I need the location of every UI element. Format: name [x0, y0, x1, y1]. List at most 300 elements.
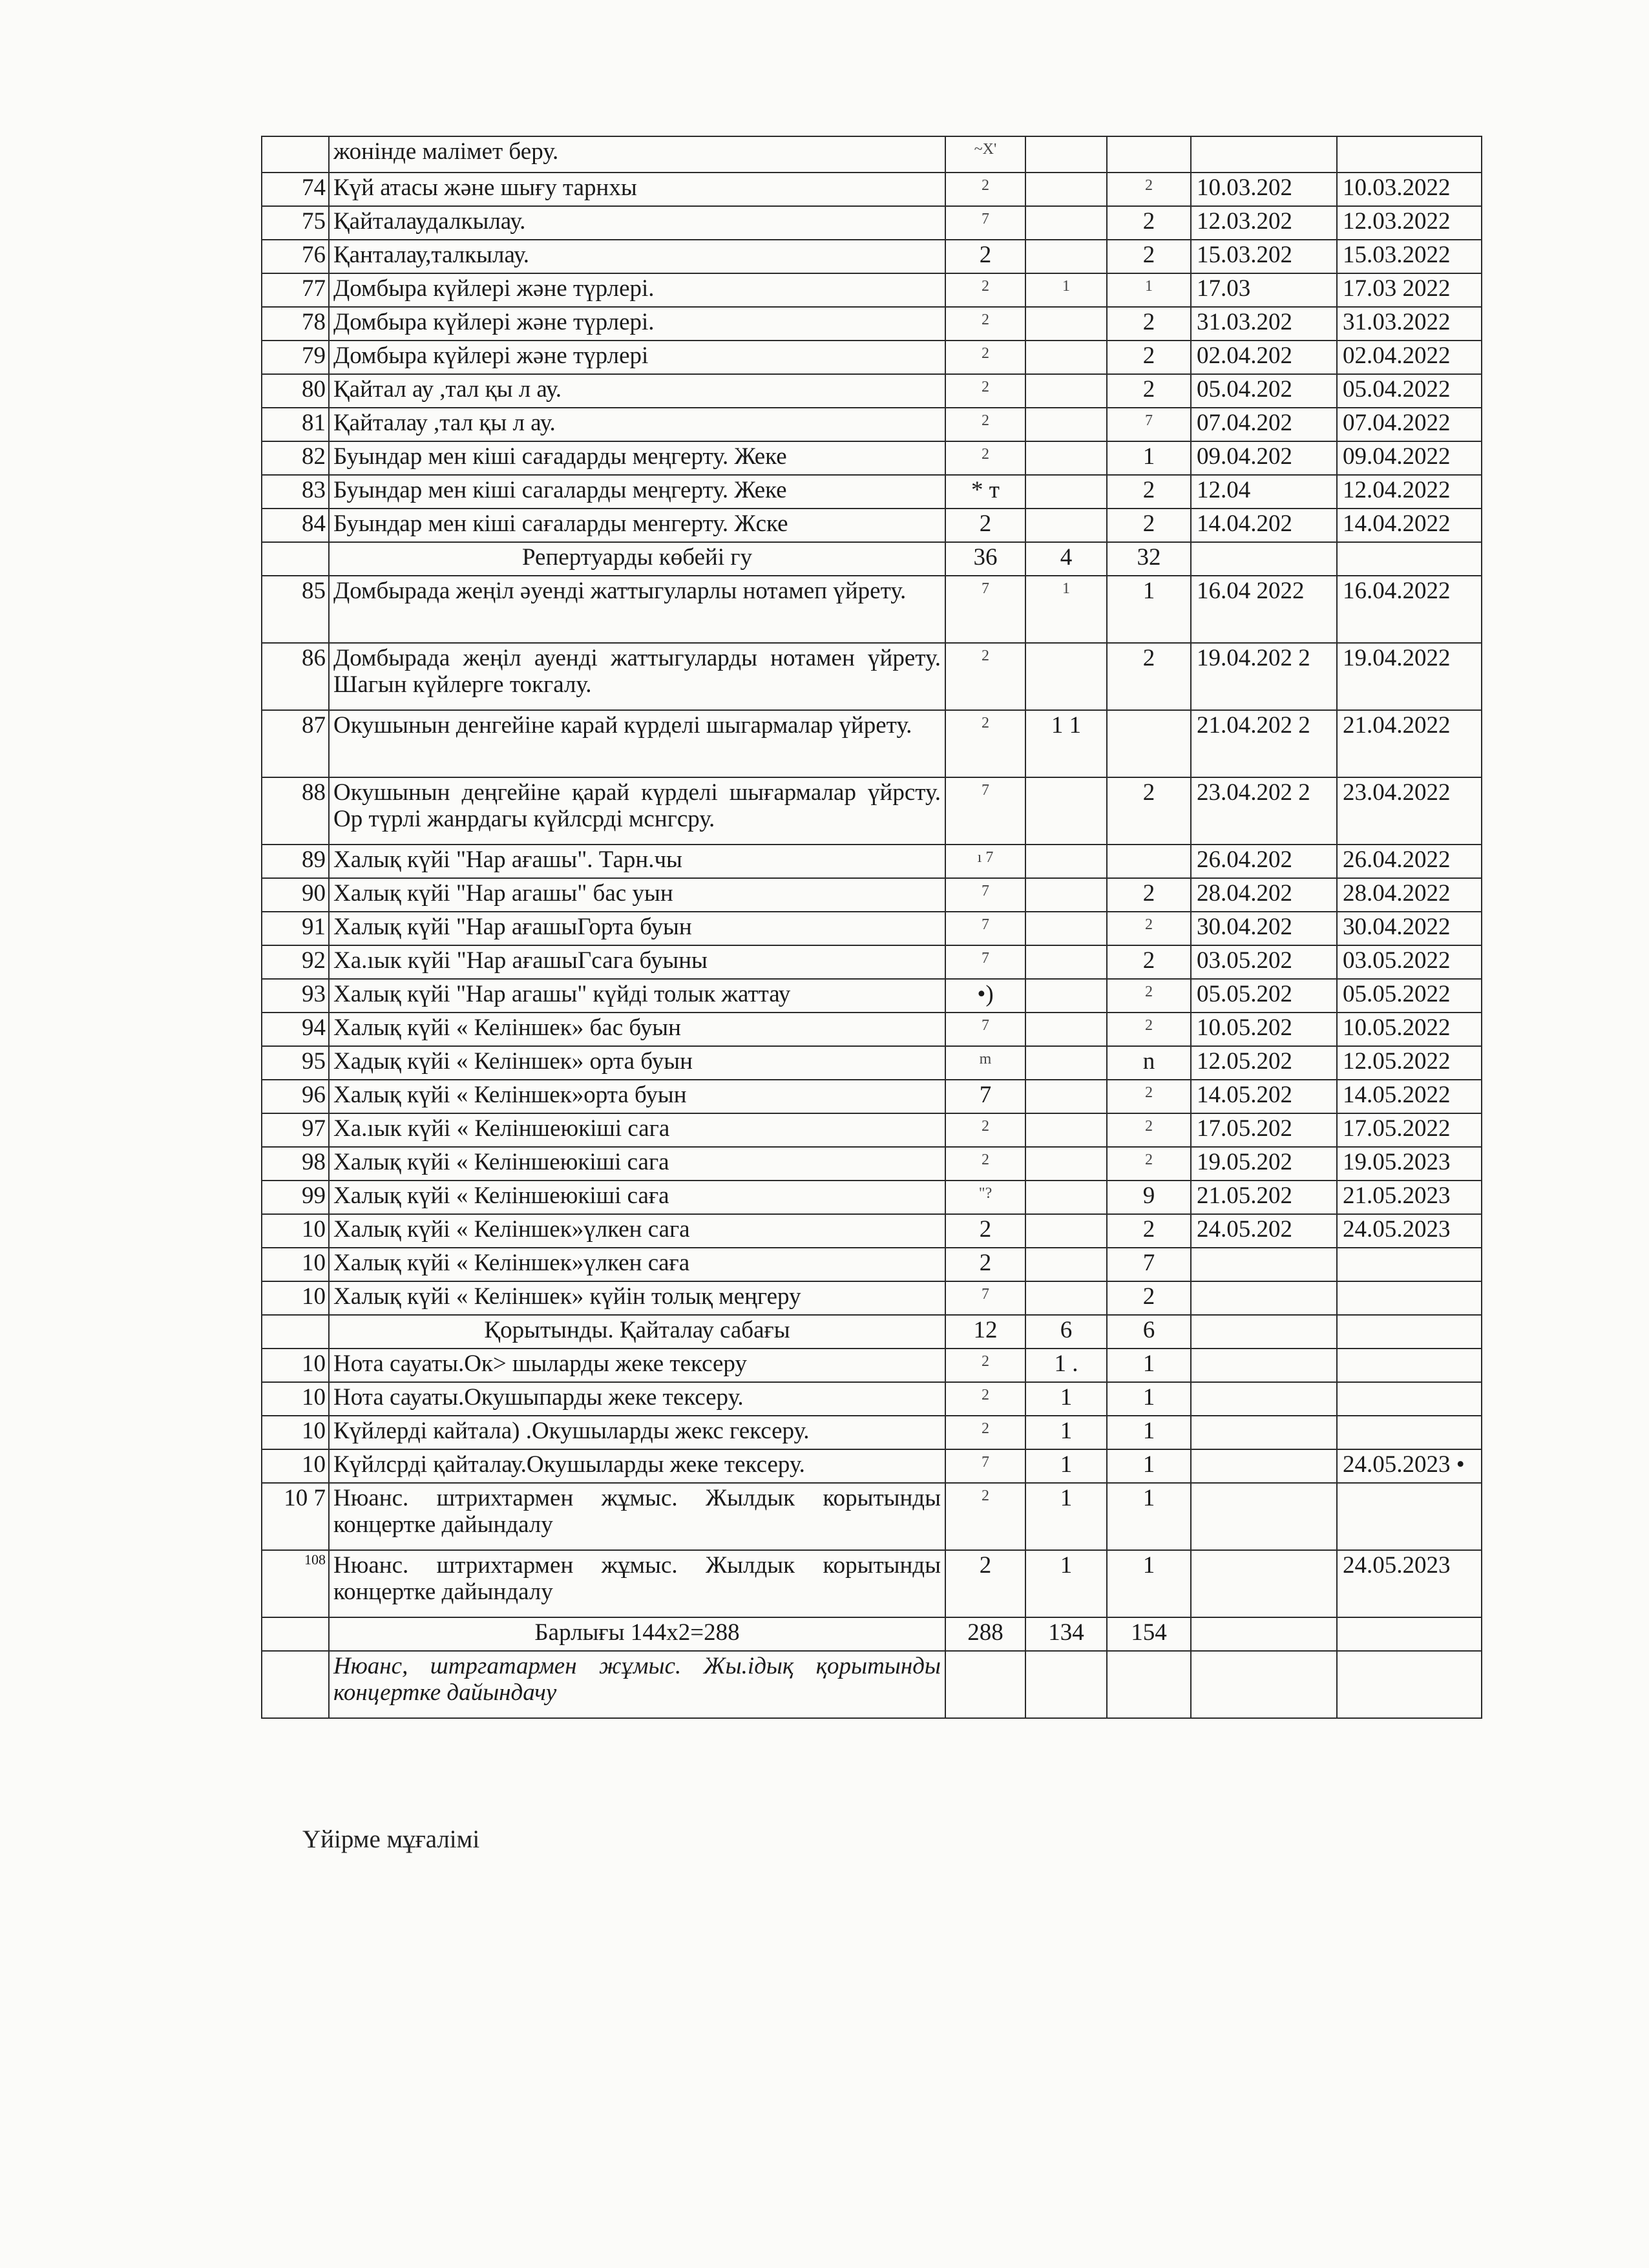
row-number-cell: 89 — [262, 845, 329, 878]
actual-date-cell — [1337, 1382, 1482, 1416]
planned-date-cell: 30.04.202 — [1191, 912, 1337, 945]
planned-date-cell: 21.05.202 — [1191, 1181, 1337, 1214]
row-number-cell: 94 — [262, 1013, 329, 1046]
practice-hours-cell: 2 — [1107, 1147, 1191, 1181]
total-hours-cell: 7 — [945, 878, 1025, 912]
topic-cell: Буындар мен кіші сағаларды менгерту. Жске — [329, 509, 945, 542]
theory-hours-cell — [1025, 1651, 1107, 1718]
planned-date-cell: 07.04.202 — [1191, 408, 1337, 441]
table-row — [262, 777, 1482, 845]
table-row — [262, 441, 1482, 475]
theory-hours-cell — [1025, 1281, 1107, 1315]
table-row — [262, 1281, 1482, 1315]
actual-date-cell: 05.05.2022 — [1337, 979, 1482, 1013]
table-row — [262, 1382, 1482, 1416]
table-row — [262, 1046, 1482, 1080]
practice-hours-cell: 1 — [1107, 273, 1191, 307]
theory-hours-cell — [1025, 845, 1107, 878]
planned-date-cell — [1191, 1248, 1337, 1281]
practice-hours-cell — [1107, 710, 1191, 777]
theory-hours-cell — [1025, 1046, 1107, 1080]
actual-date-cell: 19.05.2023 — [1337, 1147, 1482, 1181]
total-hours-cell: m — [945, 1046, 1025, 1080]
practice-hours-cell: 1 — [1107, 576, 1191, 643]
topic-cell: жонінде малімет беру. — [329, 136, 945, 173]
total-hours-cell: * т — [945, 475, 1025, 509]
practice-hours-cell: 9 — [1107, 1181, 1191, 1214]
theory-hours-cell: 1 — [1025, 1449, 1107, 1483]
actual-date-cell — [1337, 1651, 1482, 1718]
table-row — [262, 1214, 1482, 1248]
row-number-cell: 83 — [262, 475, 329, 509]
theory-hours-cell: 134 — [1025, 1617, 1107, 1651]
planned-date-cell — [1191, 1550, 1337, 1617]
theory-hours-cell — [1025, 408, 1107, 441]
practice-hours-cell: 32 — [1107, 542, 1191, 576]
row-number-cell: 75 — [262, 206, 329, 240]
table-row — [262, 710, 1482, 777]
practice-hours-cell: 1 — [1107, 1550, 1191, 1617]
total-hours-cell: 7 — [945, 912, 1025, 945]
schedule-rows — [262, 136, 1482, 1718]
actual-date-cell: 24.05.2023 — [1337, 1214, 1482, 1248]
actual-date-cell — [1337, 136, 1482, 173]
row-number-cell — [262, 1617, 329, 1651]
practice-hours-cell — [1107, 1651, 1191, 1718]
row-number-cell: 10 — [262, 1416, 329, 1449]
total-hours-cell: 2 — [945, 1248, 1025, 1281]
topic-cell: Халық күйі "Нар агашы" күйді толык жаттау — [329, 979, 945, 1013]
row-number-cell: 86 — [262, 643, 329, 710]
actual-date-cell: 23.04.2022 — [1337, 777, 1482, 845]
table-row — [262, 945, 1482, 979]
planned-date-cell — [1191, 1281, 1337, 1315]
actual-date-cell: 28.04.2022 — [1337, 878, 1482, 912]
total-hours-cell: 2 — [945, 1349, 1025, 1382]
planned-date-cell: 12.05.202 — [1191, 1046, 1337, 1080]
theory-hours-cell — [1025, 1013, 1107, 1046]
practice-hours-cell: 1 — [1107, 441, 1191, 475]
practice-hours-cell: 2 — [1107, 240, 1191, 273]
table-row — [262, 1147, 1482, 1181]
topic-cell: Нота сауаты.Окушыпарды жеке тексеру. — [329, 1382, 945, 1416]
total-hours-cell: 2 — [945, 1382, 1025, 1416]
theory-hours-cell: 1 . — [1025, 1349, 1107, 1382]
total-hours-cell: 2 — [945, 509, 1025, 542]
practice-hours-cell: 2 — [1107, 979, 1191, 1013]
practice-hours-cell: 154 — [1107, 1617, 1191, 1651]
actual-date-cell: 10.03.2022 — [1337, 173, 1482, 206]
practice-hours-cell: 2 — [1107, 1281, 1191, 1315]
table-row — [262, 1113, 1482, 1147]
theory-hours-cell — [1025, 240, 1107, 273]
actual-date-cell: 26.04.2022 — [1337, 845, 1482, 878]
table-row — [262, 1013, 1482, 1046]
practice-hours-cell: 2 — [1107, 374, 1191, 408]
topic-cell: Қайталау ,тал қы л ау. — [329, 408, 945, 441]
total-hours-cell: 2 — [945, 643, 1025, 710]
table-row — [262, 1550, 1482, 1617]
theory-hours-cell: 1 — [1025, 1483, 1107, 1550]
row-number-cell: 92 — [262, 945, 329, 979]
topic-cell: Домбыра күйлері және түрлері. — [329, 307, 945, 341]
practice-hours-cell: 2 — [1107, 206, 1191, 240]
actual-date-cell: 30.04.2022 — [1337, 912, 1482, 945]
total-hours-cell: 7 — [945, 777, 1025, 845]
table-row — [262, 408, 1482, 441]
table-row — [262, 576, 1482, 643]
table-row — [262, 1080, 1482, 1113]
total-hours-cell: ~X' — [945, 136, 1025, 173]
total-hours-cell: 2 — [945, 710, 1025, 777]
practice-hours-cell: 1 — [1107, 1382, 1191, 1416]
planned-date-cell — [1191, 1416, 1337, 1449]
theory-hours-cell: 1 — [1025, 1550, 1107, 1617]
theory-hours-cell — [1025, 979, 1107, 1013]
note-row — [262, 1651, 1482, 1718]
total-hours-cell: ı 7 — [945, 845, 1025, 878]
table-row — [262, 643, 1482, 710]
topic-cell: Нота сауаты.Ок> шыларды жеке тексеру — [329, 1349, 945, 1382]
actual-date-cell — [1337, 1617, 1482, 1651]
topic-cell: Буындар мен кіші сагаларды меңгерту. Жеке — [329, 475, 945, 509]
practice-hours-cell: 2 — [1107, 341, 1191, 374]
table-row — [262, 206, 1482, 240]
planned-date-cell — [1191, 1449, 1337, 1483]
row-number-cell: 10 — [262, 1281, 329, 1315]
planned-date-cell: 19.05.202 — [1191, 1147, 1337, 1181]
total-hours-cell: 7 — [945, 206, 1025, 240]
topic-cell: Домбырада жеңіл ауенді жаттыгуларды нотамен үйрету. Шагын күйлерге токгалу. — [329, 643, 945, 710]
total-hours-cell: •) — [945, 979, 1025, 1013]
table-row — [262, 1483, 1482, 1550]
topic-cell: Халық күйі « Келіншеюкіші сага — [329, 1147, 945, 1181]
actual-date-cell — [1337, 1248, 1482, 1281]
topic-cell: Күйлсрді қайталау.Окушыларды жеке тексеру. — [329, 1449, 945, 1483]
table-row — [262, 1248, 1482, 1281]
total-hours-cell: 2 — [945, 1416, 1025, 1449]
row-number-cell: 10 — [262, 1449, 329, 1483]
planned-date-cell — [1191, 136, 1337, 173]
actual-date-cell: 21.04.2022 — [1337, 710, 1482, 777]
total-hours-cell: 2 — [945, 1483, 1025, 1550]
actual-date-cell: 05.04.2022 — [1337, 374, 1482, 408]
theory-hours-cell — [1025, 173, 1107, 206]
planned-date-cell — [1191, 1349, 1337, 1382]
topic-cell: Домбырада жеңіл әуенді жаттыгуларлы нотамеп үйрету. — [329, 576, 945, 643]
table-row — [262, 1181, 1482, 1214]
row-number-cell: 88 — [262, 777, 329, 845]
topic-cell: Халық күйі "Нар агашы" бас уын — [329, 878, 945, 912]
planned-date-cell: 09.04.202 — [1191, 441, 1337, 475]
total-hours-cell: 36 — [945, 542, 1025, 576]
practice-hours-cell: 2 — [1107, 173, 1191, 206]
topic-cell: Халық күйі "Нар ағашыГорта буын — [329, 912, 945, 945]
topic-cell: Халық күйі « Келіншек»орта буын — [329, 1080, 945, 1113]
planned-date-cell — [1191, 1651, 1337, 1718]
theory-hours-cell: 1 — [1025, 273, 1107, 307]
topic-cell: Ха.ıык күйі "Нар ағашыГсага буыны — [329, 945, 945, 979]
topic-cell: Домбыра күйлері және түрлері — [329, 341, 945, 374]
topic-cell: Нюанс, штргатармен жұмыс. Жы.ідық қорытынды концертке дайындачу — [329, 1651, 945, 1718]
theory-hours-cell — [1025, 777, 1107, 845]
planned-date-cell: 15.03.202 — [1191, 240, 1337, 273]
total-hours-cell: 7 — [945, 1013, 1025, 1046]
row-number-cell — [262, 1315, 329, 1349]
row-number-cell: 95 — [262, 1046, 329, 1080]
practice-hours-cell: 6 — [1107, 1315, 1191, 1349]
total-hours-cell: 288 — [945, 1617, 1025, 1651]
actual-date-cell — [1337, 1315, 1482, 1349]
theory-hours-cell — [1025, 912, 1107, 945]
row-number-cell: 87 — [262, 710, 329, 777]
table-row — [262, 912, 1482, 945]
practice-hours-cell: 2 — [1107, 1214, 1191, 1248]
section-row — [262, 542, 1482, 576]
planned-date-cell: 19.04.202 2 — [1191, 643, 1337, 710]
actual-date-cell — [1337, 1416, 1482, 1449]
total-hours-cell: 2 — [945, 273, 1025, 307]
topic-cell: Қайталаудалкылау. — [329, 206, 945, 240]
practice-hours-cell: 2 — [1107, 912, 1191, 945]
total-hours-cell: 2 — [945, 1147, 1025, 1181]
theory-hours-cell — [1025, 475, 1107, 509]
practice-hours-cell: 1 — [1107, 1416, 1191, 1449]
row-number-cell: 93 — [262, 979, 329, 1013]
total-hours-cell: 2 — [945, 441, 1025, 475]
actual-date-cell: 02.04.2022 — [1337, 341, 1482, 374]
table-row — [262, 273, 1482, 307]
theory-hours-cell — [1025, 1147, 1107, 1181]
topic-cell: Репертуарды көбейі гу — [329, 542, 945, 576]
row-number-cell: 99 — [262, 1181, 329, 1214]
table-row — [262, 307, 1482, 341]
schedule-table — [261, 136, 1482, 1719]
practice-hours-cell: 2 — [1107, 475, 1191, 509]
row-number-cell — [262, 542, 329, 576]
practice-hours-cell: 2 — [1107, 878, 1191, 912]
row-number-cell: 10 — [262, 1214, 329, 1248]
topic-cell: Нюанс. штрихтармен жұмыс. Жылдык корытынды концертке дайындалу — [329, 1483, 945, 1550]
theory-hours-cell: 4 — [1025, 542, 1107, 576]
theory-hours-cell — [1025, 1214, 1107, 1248]
topic-cell: Қорытынды. Қайталау сабағы — [329, 1315, 945, 1349]
practice-hours-cell — [1107, 845, 1191, 878]
practice-hours-cell: 2 — [1107, 1080, 1191, 1113]
topic-cell: Барлығы 144х2=288 — [329, 1617, 945, 1651]
row-number-cell: 97 — [262, 1113, 329, 1147]
row-number-cell: 85 — [262, 576, 329, 643]
topic-cell: Домбыра күйлері және түрлері. — [329, 273, 945, 307]
total-hours-cell: 2 — [945, 240, 1025, 273]
section-row — [262, 1315, 1482, 1349]
planned-date-cell: 05.05.202 — [1191, 979, 1337, 1013]
theory-hours-cell — [1025, 1113, 1107, 1147]
practice-hours-cell: 2 — [1107, 777, 1191, 845]
actual-date-cell: 14.04.2022 — [1337, 509, 1482, 542]
actual-date-cell: 15.03.2022 — [1337, 240, 1482, 273]
actual-date-cell: 16.04.2022 — [1337, 576, 1482, 643]
planned-date-cell: 17.05.202 — [1191, 1113, 1337, 1147]
planned-date-cell: 12.04 — [1191, 475, 1337, 509]
theory-hours-cell — [1025, 307, 1107, 341]
table-row — [262, 173, 1482, 206]
total-hours-cell: 12 — [945, 1315, 1025, 1349]
theory-hours-cell: 1 — [1025, 576, 1107, 643]
total-hours-cell: 2 — [945, 1214, 1025, 1248]
theory-hours-cell — [1025, 441, 1107, 475]
topic-cell: Хадық күйі « Келіншек» орта буын — [329, 1046, 945, 1080]
actual-date-cell: 19.04.2022 — [1337, 643, 1482, 710]
actual-date-cell: 31.03.2022 — [1337, 307, 1482, 341]
table-row — [262, 475, 1482, 509]
total-hours-cell: "? — [945, 1181, 1025, 1214]
total-hours-cell: 2 — [945, 307, 1025, 341]
theory-hours-cell: 1 1 — [1025, 710, 1107, 777]
row-number-cell: 77 — [262, 273, 329, 307]
total-hours-cell — [945, 1651, 1025, 1718]
table-row — [262, 1349, 1482, 1382]
topic-cell: Окушынын денгейіне карай күрделі шыгармалар үйрету. — [329, 710, 945, 777]
total-hours-cell: 2 — [945, 374, 1025, 408]
row-number-cell: 74 — [262, 173, 329, 206]
row-number-cell: 108 — [262, 1550, 329, 1617]
row-number-cell: 10 — [262, 1349, 329, 1382]
actual-date-cell: 10.05.2022 — [1337, 1013, 1482, 1046]
planned-date-cell: 28.04.202 — [1191, 878, 1337, 912]
theory-hours-cell — [1025, 1248, 1107, 1281]
row-number-cell: 91 — [262, 912, 329, 945]
topic-cell: Күйлерді кайтала) .Окушыларды жекс гексеру. — [329, 1416, 945, 1449]
planned-date-cell: 14.04.202 — [1191, 509, 1337, 542]
practice-hours-cell: 1 — [1107, 1449, 1191, 1483]
table-row — [262, 845, 1482, 878]
planned-date-cell — [1191, 1382, 1337, 1416]
practice-hours-cell: n — [1107, 1046, 1191, 1080]
row-number-cell: 90 — [262, 878, 329, 912]
planned-date-cell: 31.03.202 — [1191, 307, 1337, 341]
table-row — [262, 979, 1482, 1013]
planned-date-cell — [1191, 1617, 1337, 1651]
theory-hours-cell: 1 — [1025, 1416, 1107, 1449]
row-number-cell — [262, 1651, 329, 1718]
row-number-cell: 79 — [262, 341, 329, 374]
topic-cell: Халық күйі « Келіншек» бас буын — [329, 1013, 945, 1046]
total-hours-cell: 2 — [945, 1113, 1025, 1147]
actual-date-cell: 21.05.2023 — [1337, 1181, 1482, 1214]
practice-hours-cell: 7 — [1107, 1248, 1191, 1281]
actual-date-cell: 12.04.2022 — [1337, 475, 1482, 509]
table-row — [262, 878, 1482, 912]
topic-cell: Халық күйі "Нар ағашы". Тарн.чы — [329, 845, 945, 878]
actual-date-cell: 09.04.2022 — [1337, 441, 1482, 475]
row-number-cell: 10 — [262, 1248, 329, 1281]
actual-date-cell: 07.04.2022 — [1337, 408, 1482, 441]
row-number-cell: 81 — [262, 408, 329, 441]
planned-date-cell: 05.04.202 — [1191, 374, 1337, 408]
theory-hours-cell: 6 — [1025, 1315, 1107, 1349]
practice-hours-cell — [1107, 136, 1191, 173]
total-hours-cell: 2 — [945, 173, 1025, 206]
total-hours-cell: 7 — [945, 945, 1025, 979]
theory-hours-cell — [1025, 206, 1107, 240]
topic-cell: Халық күйі « Келіншек»үлкен сага — [329, 1214, 945, 1248]
topic-cell: Окушынын деңгейіне қарай күрделі шығармалар үйрсту. Ор түрлі жанрдагы күйлсрді мснгсру. — [329, 777, 945, 845]
theory-hours-cell — [1025, 878, 1107, 912]
topic-cell: Қанталау,талкылау. — [329, 240, 945, 273]
theory-hours-cell — [1025, 374, 1107, 408]
planned-date-cell: 21.04.202 2 — [1191, 710, 1337, 777]
theory-hours-cell — [1025, 1181, 1107, 1214]
topic-cell: Халық күйі « Келіншек»үлкен сaға — [329, 1248, 945, 1281]
theory-hours-cell — [1025, 945, 1107, 979]
row-number-cell: 10 — [262, 1382, 329, 1416]
topic-cell: Халық күйі « Келіншек» күйін толық меңгеру — [329, 1281, 945, 1315]
planned-date-cell: 10.05.202 — [1191, 1013, 1337, 1046]
topic-cell: Нюанс. штрихтармен жұмыс. Жылдык корытынды концертке дайындалу — [329, 1550, 945, 1617]
total-hours-cell: 7 — [945, 1281, 1025, 1315]
theory-hours-cell — [1025, 1080, 1107, 1113]
teacher-signature-label: Үйірме мұғалімі — [302, 1825, 480, 1853]
actual-date-cell: 12.03.2022 — [1337, 206, 1482, 240]
theory-hours-cell — [1025, 341, 1107, 374]
practice-hours-cell: 2 — [1107, 1113, 1191, 1147]
actual-date-cell: 24.05.2023 — [1337, 1550, 1482, 1617]
row-number-cell: 82 — [262, 441, 329, 475]
row-number-cell — [262, 136, 329, 173]
table-row — [262, 136, 1482, 173]
table-row — [262, 240, 1482, 273]
theory-hours-cell — [1025, 509, 1107, 542]
planned-date-cell — [1191, 1315, 1337, 1349]
row-number-cell: 80 — [262, 374, 329, 408]
planned-date-cell: 03.05.202 — [1191, 945, 1337, 979]
topic-cell: Буындар мен кіші сағадарды меңгерту. Жеке — [329, 441, 945, 475]
topic-cell: Күй атасы және шығу тарнхы — [329, 173, 945, 206]
theory-hours-cell — [1025, 136, 1107, 173]
actual-date-cell: 14.05.2022 — [1337, 1080, 1482, 1113]
actual-date-cell: 17.05.2022 — [1337, 1113, 1482, 1147]
topic-cell: Халық күйі « Келіншеюкіші сағa — [329, 1181, 945, 1214]
actual-date-cell: 03.05.2022 — [1337, 945, 1482, 979]
actual-date-cell — [1337, 1349, 1482, 1382]
total-hours-cell: 2 — [945, 1550, 1025, 1617]
actual-date-cell: 12.05.2022 — [1337, 1046, 1482, 1080]
actual-date-cell — [1337, 1483, 1482, 1550]
actual-date-cell: 17.03 2022 — [1337, 273, 1482, 307]
total-hours-cell: 7 — [945, 576, 1025, 643]
actual-date-cell — [1337, 1281, 1482, 1315]
planned-date-cell: 17.03 — [1191, 273, 1337, 307]
table-row — [262, 1449, 1482, 1483]
practice-hours-cell: 1 — [1107, 1349, 1191, 1382]
row-number-cell: 76 — [262, 240, 329, 273]
theory-hours-cell: 1 — [1025, 1382, 1107, 1416]
planned-date-cell: 23.04.202 2 — [1191, 777, 1337, 845]
planned-date-cell: 24.05.202 — [1191, 1214, 1337, 1248]
row-number-cell: 78 — [262, 307, 329, 341]
planned-date-cell — [1191, 542, 1337, 576]
row-number-cell: 96 — [262, 1080, 329, 1113]
theory-hours-cell — [1025, 643, 1107, 710]
total-hours-cell: 7 — [945, 1080, 1025, 1113]
topic-cell: Ха.ıык күйі « Келіншеюкіші сага — [329, 1113, 945, 1147]
topic-cell: Қайтал ау ,тал қы л ау. — [329, 374, 945, 408]
practice-hours-cell: 2 — [1107, 509, 1191, 542]
practice-hours-cell: 7 — [1107, 408, 1191, 441]
practice-hours-cell: 2 — [1107, 307, 1191, 341]
table-row — [262, 374, 1482, 408]
